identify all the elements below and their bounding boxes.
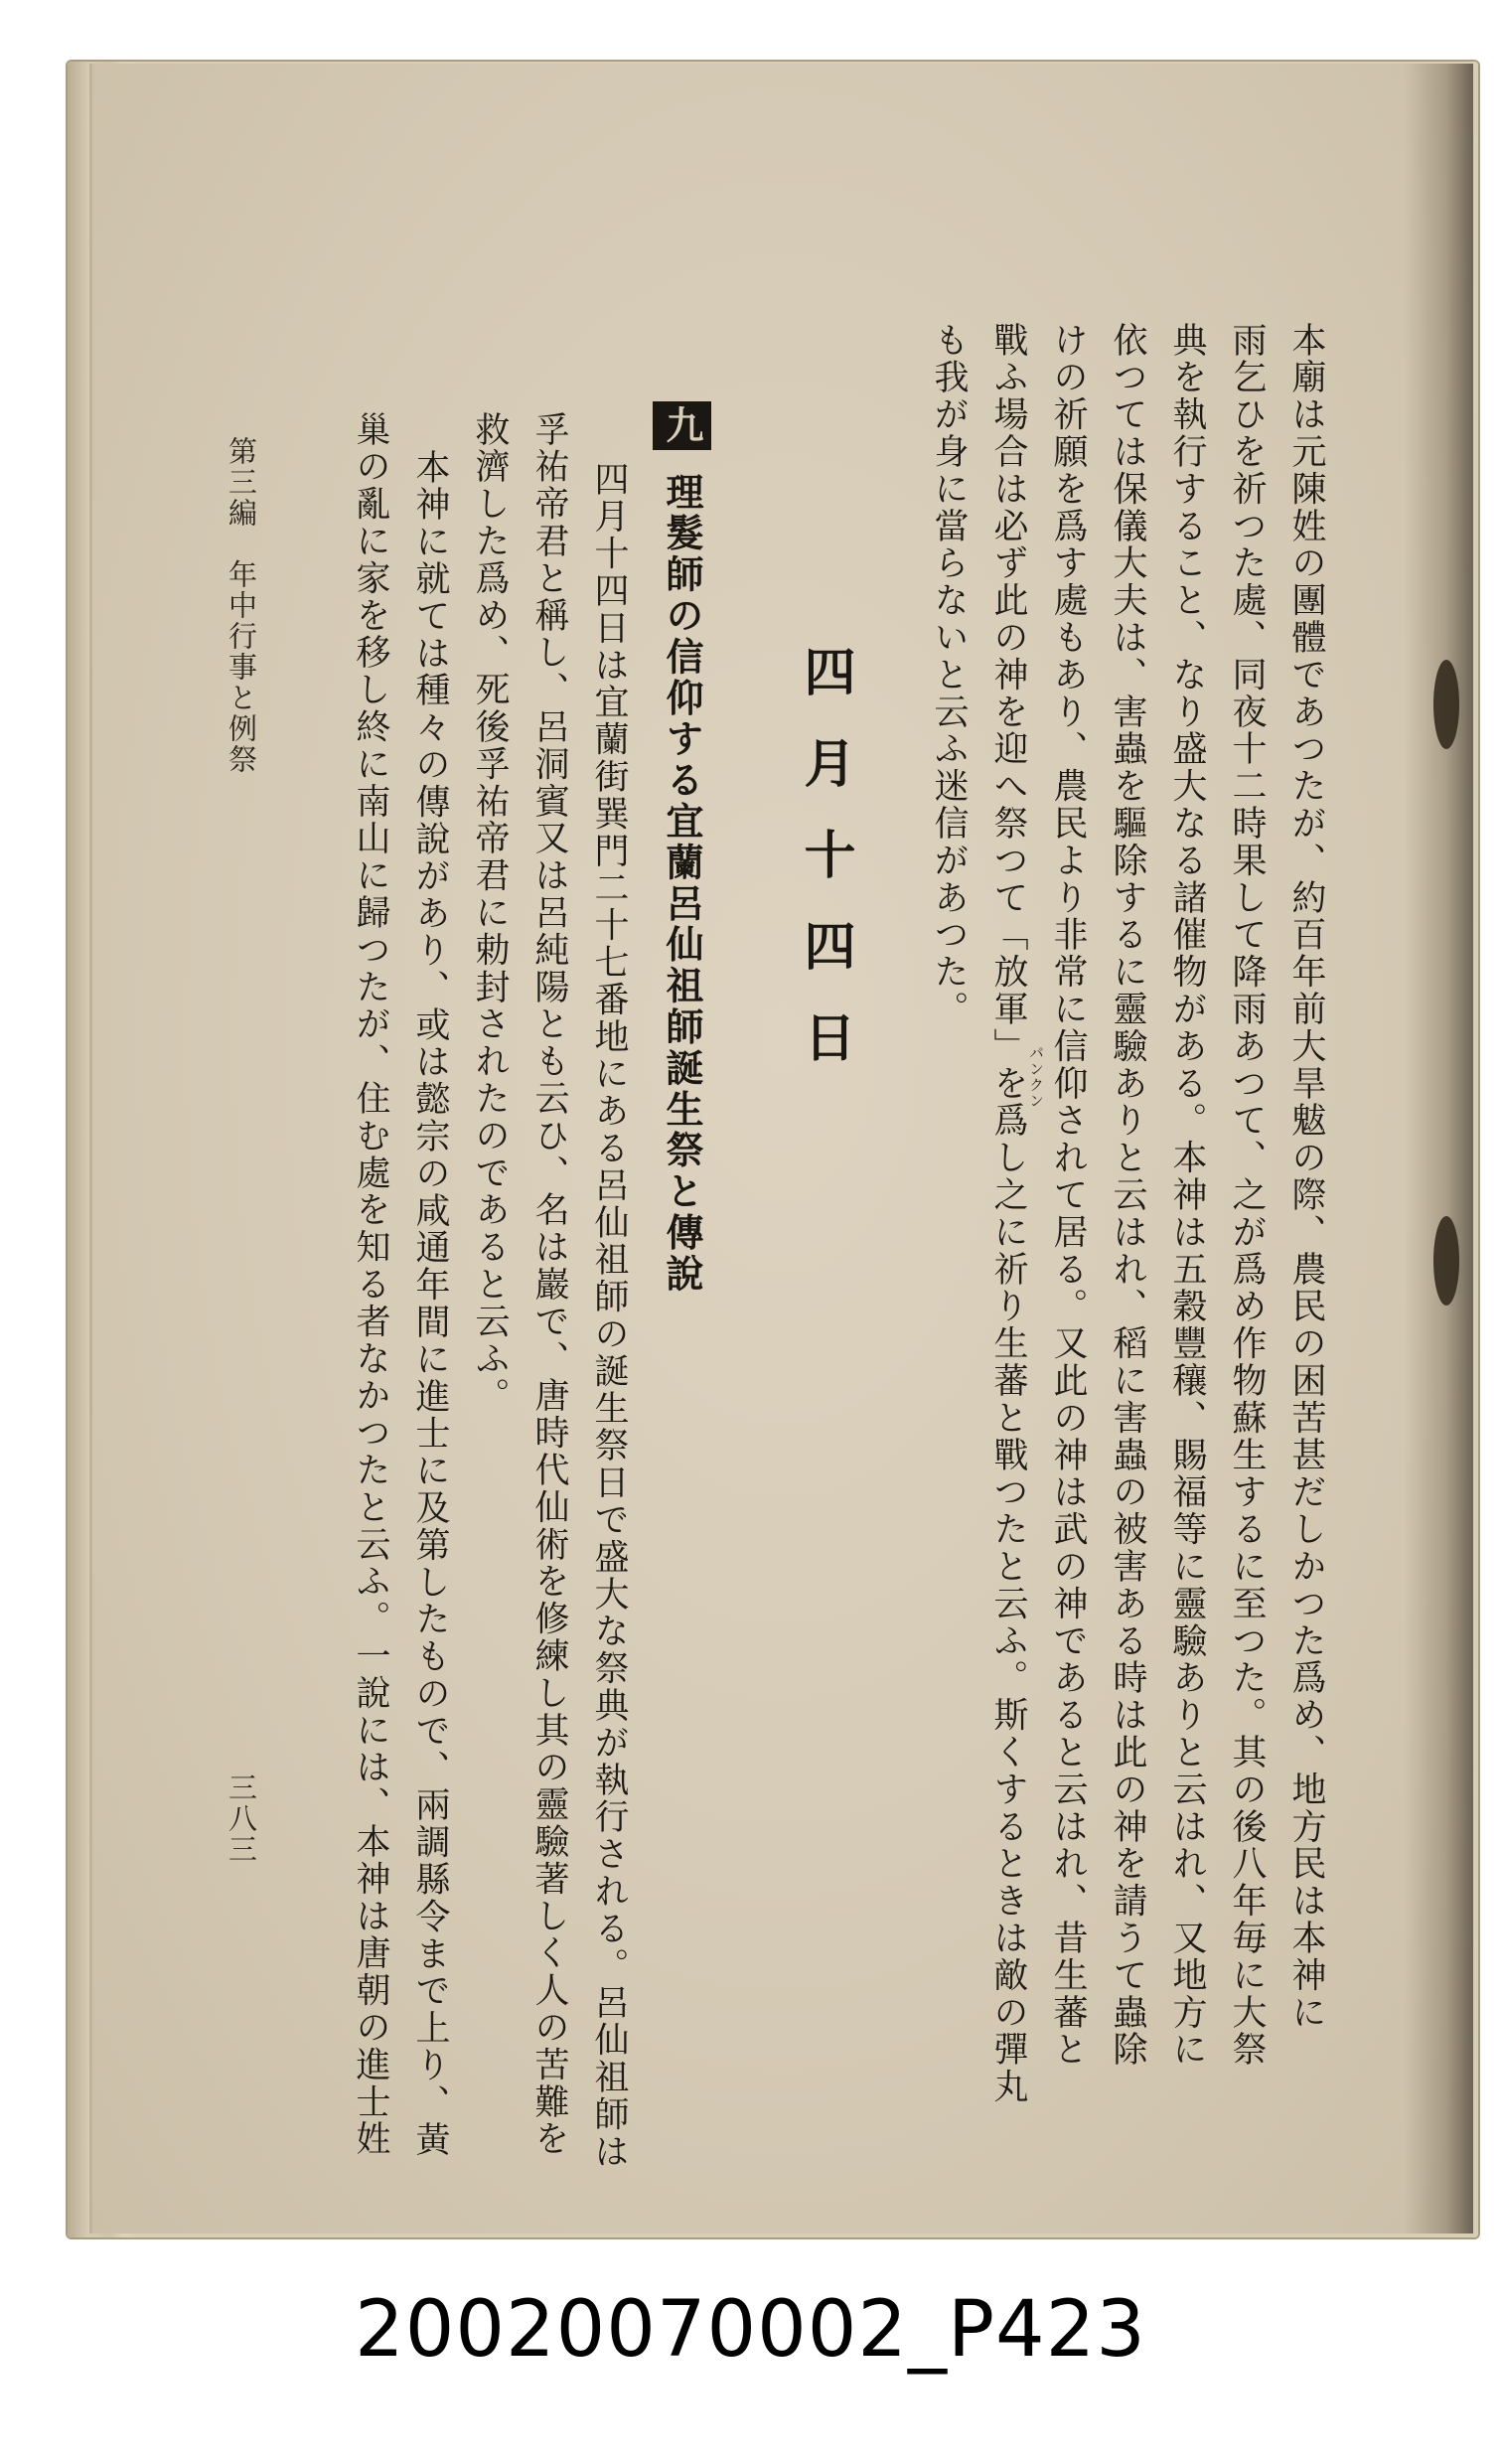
text-column: 四月十四日は宜蘭街巽門二十七番地にある呂仙祖師の誕生祭日で盛大な祭典が執行される。呂仙祖師は [589,461,629,2171]
text-column: 典を執行すること、なり盛大なる諸催物がある。本神は五穀豐穰、賜福等に靈驗ありと云はれ、又地方に [1167,322,1207,2069]
book-page [89,64,1473,2233]
binding-hole [1433,1216,1459,1306]
text-column: けの祈願を爲す處もあり、農民より非常に信仰されて居る。又此の神は武の神であると云はれ、昔生蕃と [1048,322,1088,2069]
section-heading [653,401,711,1295]
archive-id-caption: 20020070002_P423 [355,2285,1146,2375]
page-number: 三八三 [225,1772,258,1865]
text-column: も我が身に當らないと云ふ迷信があつた。 [929,322,969,1028]
running-section-label: 第三編 年中行事と例祭 [225,436,258,775]
date-heading: 四月十四日 [795,645,854,1102]
section-number-badge: 九 [653,401,711,450]
text-column: 本神に就ては種々の傳說があり、或は懿宗の咸通年間に進士に及第したもので、兩調縣令まで上り、黃 [410,449,450,2159]
text-column: 依つては保儀大夫は、害蟲を驅除するに靈驗ありと云はれ、稻に害蟲の被害ある時は此の神を請うて蟲除 [1108,322,1147,2069]
text-column: 巢の亂に家を移し終に南山に歸つたが、住む處を知る者なかつたと云ふ。一說には、本神は唐朝の進士姓 [351,411,390,2158]
text-column: 孚祐帝君と稱し、呂洞賓又は呂純陽とも云ひ、名は巖で、唐時代仙術を修練し其の靈驗著しく人の苦難を [529,411,569,2158]
text-column: 本廟は元陳姓の團體であつたが、約百年前大旱魃の際、農民の困苦甚だしかつた爲め、地方民は本神に [1286,322,1326,2032]
binding-hole [1433,660,1459,749]
furigana-ruby: パンクン [1027,1045,1045,1109]
page-gutter [1404,64,1473,2233]
text-column: 戰ふ場合は必ず此の神を迎へ祭つて「放軍」を爲し之に祈り生蕃と戰つたと云ふ。斯くするときは敵の彈丸 [988,322,1028,2106]
text-column: 雨乞ひを祈つた處、同夜十二時果して降雨あつて、之が爲め作物蘇生するに至つた。其の後八年毎に大祭 [1227,322,1267,2069]
text-column: 救濟した爲め、死後孚祐帝君に勅封されたのであると云ふ。 [470,411,510,1415]
section-title: 理髮師の信仰する宜蘭呂仙祖師誕生祭と傳說 [660,472,703,1296]
